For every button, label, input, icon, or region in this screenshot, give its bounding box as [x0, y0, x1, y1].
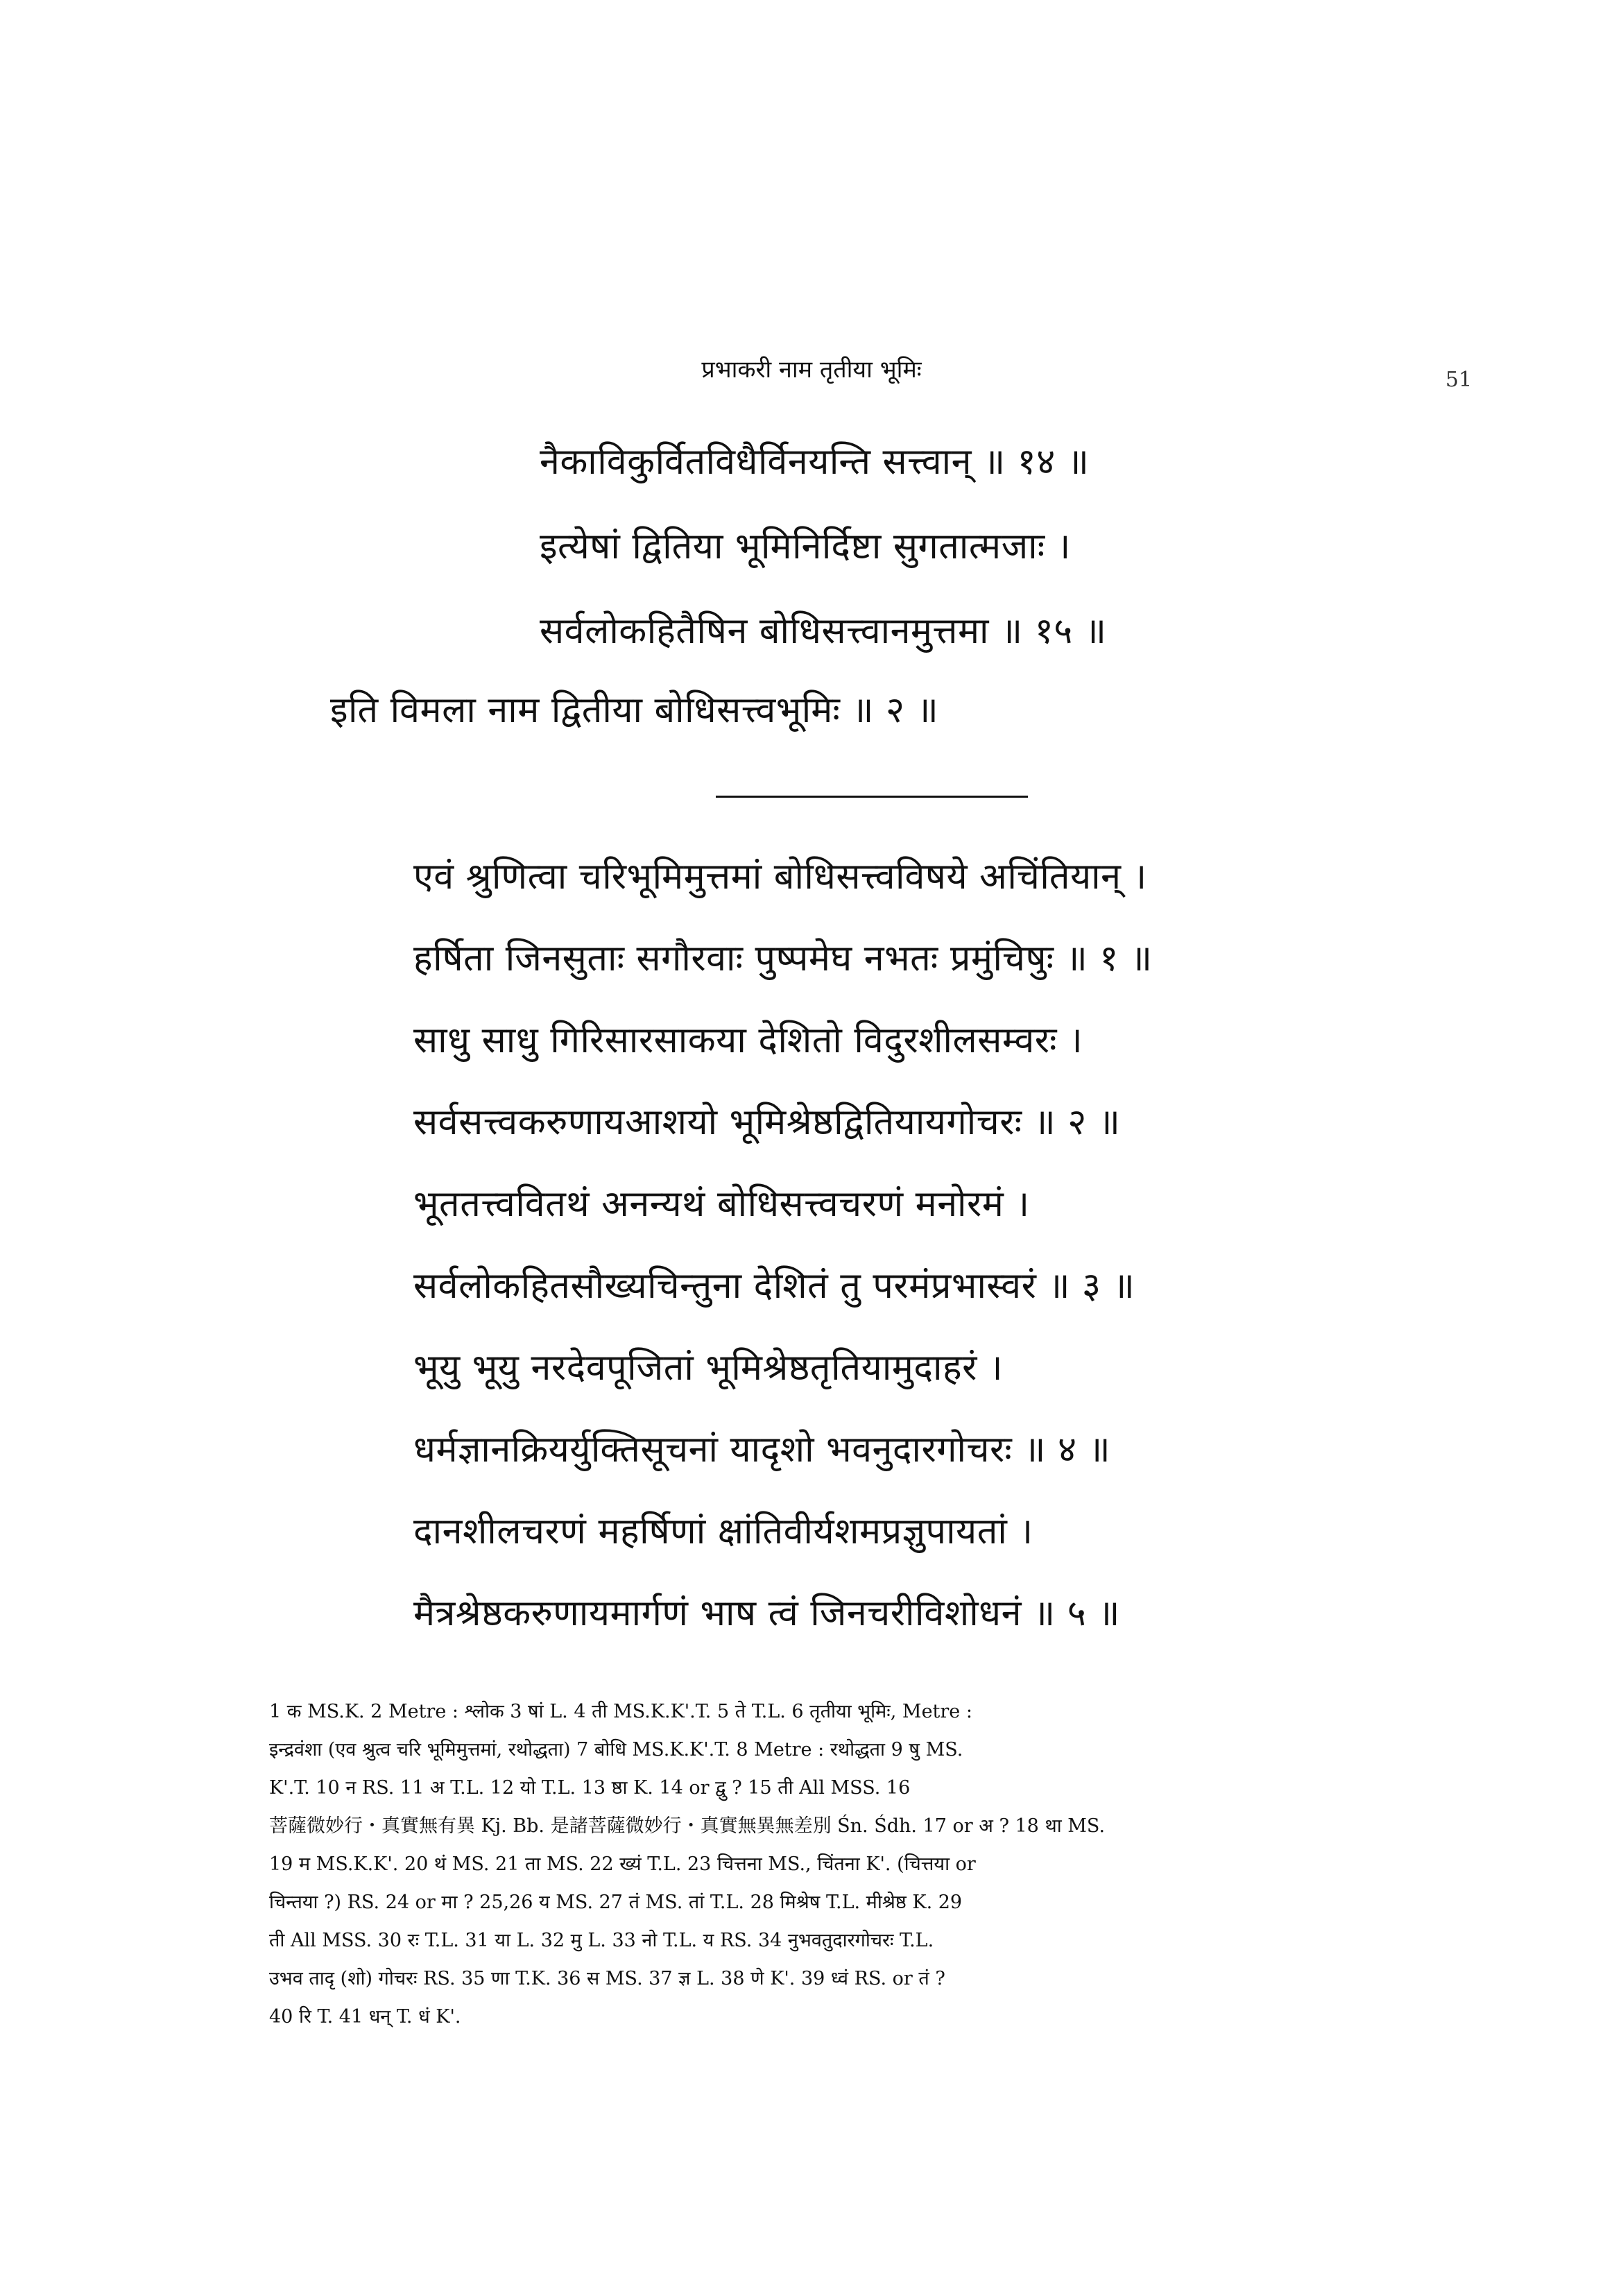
footnotes	[269, 1693, 1469, 2036]
verse-line: साधु साधु गिरिसारसाकया देशितो विदुरशीलसम्वरः ।	[413, 1020, 1083, 1061]
footnote-line: ती All MSS. 30 रः T.L. 31 या L. 32 मु L. 33 नो T.L. य RS. 34 नुभवतुदारगोचरः T.L.	[269, 1930, 934, 1951]
verse-line: सर्वलोकहितैषिन बोधिसत्त्वानमुत्तमा ॥ १५ ॥	[540, 610, 1107, 652]
verse-line: एवं श्रुणित्वा चरिभूमिमुत्तमां बोधिसत्त्वविषये अचिंतियान् ।	[413, 856, 1147, 898]
verse-line: मैत्रश्रेष्ठकरुणायमार्गणं भाष त्वं जिनचरीविशोधनं ॥ ५ ॥	[413, 1593, 1120, 1634]
verse-line: इत्येषां द्वितिया भूमिनिर्दिष्टा सुगतात्मजाः ।	[540, 526, 1071, 567]
footnote-line: 菩薩微妙行・真實無有異 Kj. Bb. 是諸菩薩微妙行・真實無異無差別 Śn. Śdh. 17 or अ ? 18 था MS.	[269, 1815, 1106, 1837]
verse-line: सर्वसत्त्वकरुणायआशयो भूमिश्रेष्ठद्वितियायगोचरः ॥ २ ॥	[413, 1102, 1121, 1143]
footnote-line: 1 क MS.K. 2 Metre : श्लोक 3 षां L. 4 ती MS.K.K'.T. 5 ते T.L. 6 तृतीया भूमिः, Metre :	[269, 1701, 972, 1722]
verse-line: भूततत्त्ववितथं अनन्यथं बोधिसत्त्वचरणं मनोरमं ।	[413, 1183, 1030, 1225]
verse-line: सर्वलोकहितसौख्यचिन्तुना देशितं तु परमंप्रभास्वरं ॥ ३ ॥	[413, 1265, 1135, 1307]
verse-line: नैकाविकुर्वितविधैर्विनयन्ति सत्त्वान् ॥ १४ ॥	[540, 441, 1090, 483]
footnote-line: K'.T. 10 न RS. 11 अ T.L. 12 यो T.L. 13 ष्ठा K. 14 or द्वु ? 15 ती All MSS. 16	[269, 1777, 911, 1799]
verse-line: दानशीलचरणं महर्षिणां क्षांतिवीर्यशमप्रज्ञुपायतां ।	[413, 1511, 1033, 1552]
chapter-colophon: इति विमला नाम द्वितीया बोधिसत्त्वभूमिः ॥ २ ॥	[330, 689, 939, 731]
footnote-line: 19 म MS.K.K'. 20 थं MS. 21 ता MS. 22 ख्यं T.L. 23 चित्तना MS., चिंतना K'. (चित्तया or	[269, 1853, 976, 1875]
footnote-line: उभव तादृ (शो) गोचरः RS. 35 णा T.K. 36 स MS. 37 ज्ञ L. 38 णे K'. 39 ध्वं RS. or तं ?	[269, 1968, 945, 1989]
section-divider	[716, 796, 1028, 798]
verse-line: धर्मज्ञानक्रियर्युक्तिसूचनां यादृशो भवनुदारगोचरः ॥ ४ ॥	[413, 1429, 1111, 1471]
footnote-line: चिन्तया ?) RS. 24 or मा ? 25,26 य MS. 27 तं MS. तां T.L. 28 मिश्रेष T.L. मीश्रेष्ठ K. 29	[269, 1892, 963, 1913]
verse-line: भूयु भूयु नरदेवपूजितां भूमिश्रेष्ठतृतियामुदाहरं ।	[413, 1347, 1004, 1389]
page-number: 51	[1445, 368, 1472, 392]
footnote-line: इन्द्रवंशा (एव श्रुत्व चरि भूमिमुत्तमां, रथोद्धता) 7 बोधि MS.K.K'.T. 8 Metre : रथोद्धता 9 षु MS.	[269, 1739, 963, 1760]
footnote-line: 40 रि T. 41 धन् T. धं K'.	[269, 2006, 461, 2028]
running-header: प्रभाकरी नाम तृतीया भूमिः	[701, 356, 922, 384]
verse-line: हर्षिता जिनसुताः सगौरवाः पुष्पमेघ नभतः प्रमुंचिषुः ॥ १ ॥	[413, 938, 1153, 979]
